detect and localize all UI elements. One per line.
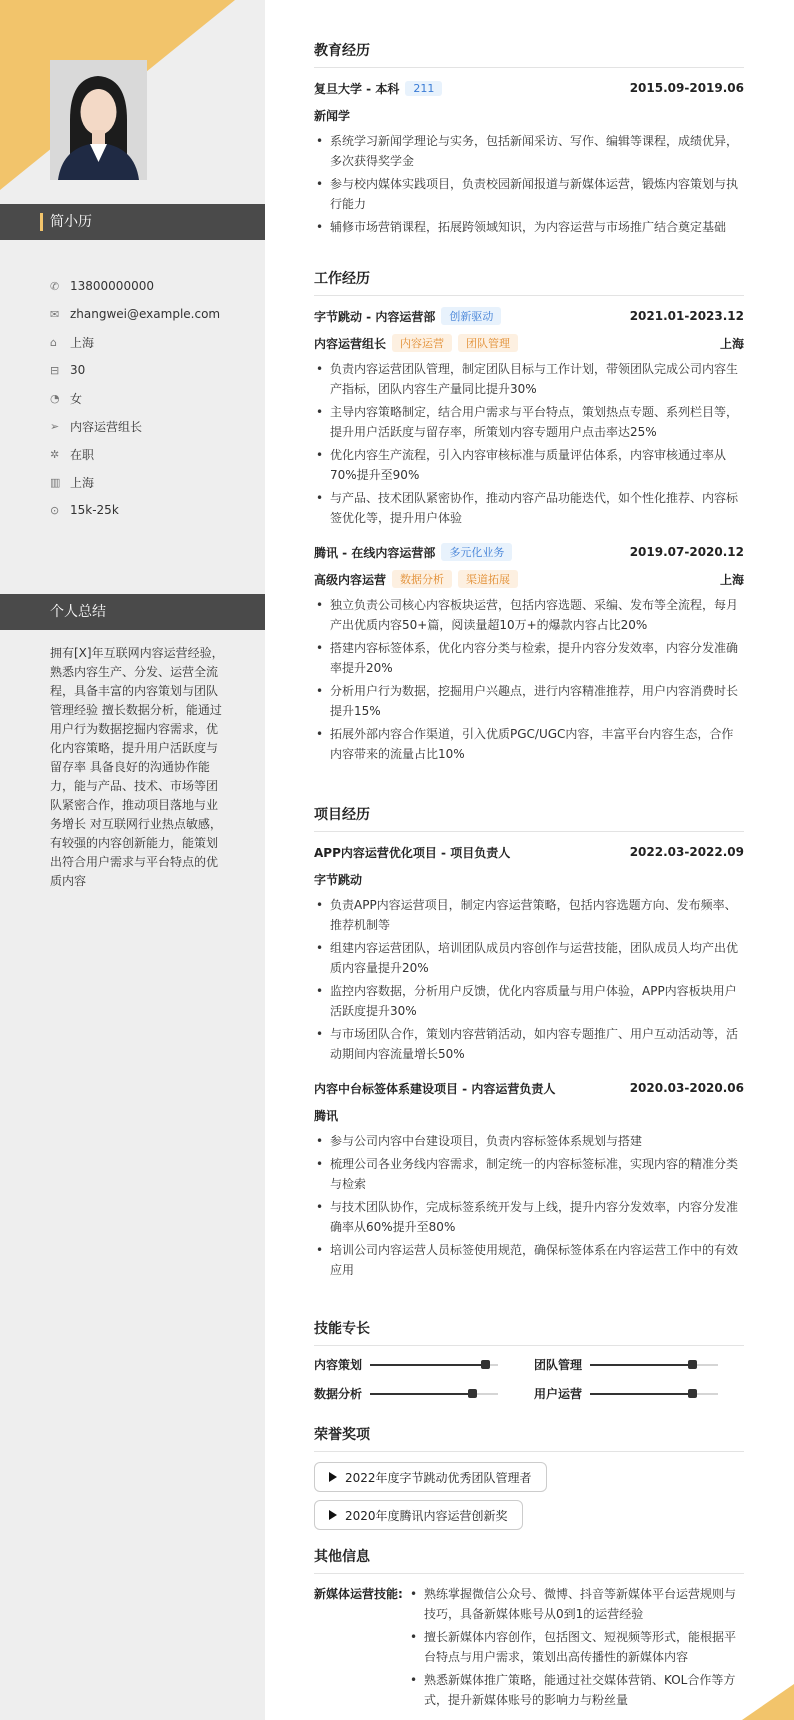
skill-bar-knob xyxy=(688,1389,697,1398)
contact-text: 13800000000 xyxy=(70,279,154,293)
skill-item xyxy=(314,1356,534,1373)
list-item: • 与技术团队协作，完成标签系统开发与上线，提升内容分发效率，内容分发准确率从60%提升至80% xyxy=(314,1197,744,1237)
education-period: 2015.09-2019.06 xyxy=(629,81,744,95)
other-section xyxy=(314,1546,744,1713)
major: 新闻学 xyxy=(314,108,351,123)
section-title: 荣誉奖项 xyxy=(314,1424,744,1452)
contact-text: 上海 xyxy=(70,475,95,490)
project-bullets xyxy=(314,895,744,1064)
role-tag: 内容运营 xyxy=(392,334,452,352)
email-icon: ✉ xyxy=(50,307,60,321)
project-period: 2020.03-2020.06 xyxy=(629,1081,744,1095)
job-location: 上海 xyxy=(719,336,744,351)
list-item: • 系统学习新闻学理论与实务，包括新闻采访、写作、编辑等课程，成绩优异，多次获得奖学金 xyxy=(314,131,744,171)
other-row xyxy=(314,1584,744,1713)
skill-bar-fill xyxy=(590,1393,692,1395)
list-item: • 优化内容生产流程，引入内容审核标准与质量评估体系，内容审核通过率从70%提升至90% xyxy=(314,445,744,485)
list-item: • 参与公司内容中台建设项目，负责内容标签体系规划与搭建 xyxy=(314,1131,744,1151)
skill-bar-knob xyxy=(468,1389,477,1398)
company-name: 字节跳动 - 内容运营部 xyxy=(314,309,436,324)
education-sub xyxy=(314,105,744,125)
other-bullets xyxy=(408,1584,744,1713)
skill-item xyxy=(314,1385,534,1402)
role-tag: 团队管理 xyxy=(458,334,518,352)
education-bullets xyxy=(314,131,744,237)
skill-item xyxy=(534,1385,744,1402)
skill-name: 团队管理 xyxy=(534,1358,583,1372)
skill-bar xyxy=(590,1364,718,1366)
list-item: • 熟悉新媒体推广策略，能通过社交媒体营销、KOL合作等方式，提升新媒体账号的影响力与粉丝量 xyxy=(408,1670,744,1710)
project-list xyxy=(314,842,744,1280)
project-entry xyxy=(314,842,744,1064)
award-text: 2020年度腾讯内容运营创新奖 xyxy=(345,1508,508,1523)
contact-text: 15k-25k xyxy=(70,503,119,517)
award-text: 2022年度字节跳动优秀团队管理者 xyxy=(345,1470,532,1485)
job-period: 2021.01-2023.12 xyxy=(629,309,744,323)
contact-item xyxy=(50,496,260,524)
job-list xyxy=(314,306,744,764)
contact-item xyxy=(50,384,260,412)
skill-bar xyxy=(370,1364,498,1366)
school-name: 复旦大学 - 本科 xyxy=(314,81,400,96)
resume-title: 简小历 xyxy=(0,204,265,240)
school-tag: 211 xyxy=(405,81,442,96)
job-entry xyxy=(314,306,744,528)
job-header xyxy=(314,306,744,326)
projects-section xyxy=(314,804,744,1283)
project-sub xyxy=(314,1105,744,1125)
project-name: APP内容运营优化项目 - 项目负责人 xyxy=(314,845,511,860)
section-title: 其他信息 xyxy=(314,1546,744,1574)
play-icon xyxy=(329,1510,337,1520)
list-item: • 分析用户行为数据，挖掘用户兴趣点，进行内容精准推荐，用户内容消费时长提升15% xyxy=(314,681,744,721)
age-icon: ⊟ xyxy=(50,363,60,377)
project-period: 2022.03-2022.09 xyxy=(629,845,744,859)
list-item: • 拓展外部内容合作渠道，引入优质PGC/UGC内容，丰富平台内容生态，合作内容带来的流量占比10% xyxy=(314,724,744,764)
company-name: 腾讯 - 在线内容运营部 xyxy=(314,545,436,560)
contact-list xyxy=(50,272,260,524)
skill-name: 用户运营 xyxy=(534,1387,583,1401)
contact-text: zhangwei@example.com xyxy=(70,307,221,321)
play-icon xyxy=(329,1472,337,1482)
list-item: • 负责APP内容运营项目，制定内容运营策略，包括内容选题方向、发布频率、推荐机制等 xyxy=(314,895,744,935)
gender-icon: ◔ xyxy=(50,391,60,405)
role-tag: 数据分析 xyxy=(392,570,452,588)
status-icon: ✲ xyxy=(50,447,60,461)
job-location: 上海 xyxy=(719,572,744,587)
contact-text: 在职 xyxy=(70,447,95,462)
skill-bar xyxy=(370,1393,498,1395)
award-item[interactable] xyxy=(314,1462,547,1492)
job-entry xyxy=(314,542,744,764)
project-org: 腾讯 xyxy=(314,1108,339,1123)
project-entry xyxy=(314,1078,744,1280)
education-header xyxy=(314,78,744,98)
awards-section xyxy=(314,1424,744,1538)
sidebar xyxy=(0,0,265,1720)
skill-bar-fill xyxy=(590,1364,692,1366)
list-item: • 梳理公司各业务线内容需求，制定统一的内容标签标准，实现内容的精准分类与检索 xyxy=(314,1154,744,1194)
award-item[interactable] xyxy=(314,1500,523,1530)
role-tag: 渠道拓展 xyxy=(458,570,518,588)
phone-icon: ✆ xyxy=(50,279,60,293)
other-label: 新媒体运营技能: xyxy=(314,1587,403,1601)
list-item: • 与产品、技术团队紧密协作，推动内容产品功能迭代，如个性化推荐、内容标签优化等，提升用户体验 xyxy=(314,488,744,528)
contact-text: 上海 xyxy=(70,335,95,350)
send-icon: ➢ xyxy=(50,419,60,433)
project-bullets xyxy=(314,1131,744,1280)
project-sub xyxy=(314,869,744,889)
section-title: 工作经历 xyxy=(314,268,744,296)
list-item: • 辅修市场营销课程，拓展跨领域知识，为内容运营与市场推广结合奠定基础 xyxy=(314,217,744,237)
contact-item xyxy=(50,440,260,468)
job-sub xyxy=(314,333,744,353)
list-item: • 监控内容数据，分析用户反馈，优化内容质量与用户体验，APP内容板块用户活跃度提升30% xyxy=(314,981,744,1021)
contact-item xyxy=(50,356,260,384)
skill-name: 内容策划 xyxy=(314,1358,363,1372)
summary-title: 个人总结 xyxy=(0,594,265,630)
home-icon: ⌂ xyxy=(50,335,57,349)
education-section xyxy=(314,40,744,240)
list-item: • 培训公司内容运营人员标签使用规范，确保标签体系在内容运营工作中的有效应用 xyxy=(314,1240,744,1280)
contact-item xyxy=(50,412,260,440)
job-bullets xyxy=(314,359,744,528)
project-header xyxy=(314,1078,744,1098)
list-item: • 独立负责公司核心内容板块运营，包括内容选题、采编、发布等全流程，每月产出优质内容50+篇，阅读量超10万+的爆款内容占比20% xyxy=(314,595,744,635)
skill-bar-fill xyxy=(370,1364,485,1366)
list-item: • 与市场团队合作，策划内容营销活动，如内容专题推广、用户互动活动等，活动期间内容流量增长50% xyxy=(314,1024,744,1064)
contact-item xyxy=(50,468,260,496)
contact-text: 女 xyxy=(70,391,83,406)
job-role: 内容运营组长 xyxy=(314,336,387,351)
skill-name: 数据分析 xyxy=(314,1387,363,1401)
job-sub xyxy=(314,569,744,589)
skill-bar-knob xyxy=(481,1360,490,1369)
section-title: 项目经历 xyxy=(314,804,744,832)
project-org: 字节跳动 xyxy=(314,872,363,887)
salary-icon: ⊙ xyxy=(50,503,60,517)
company-tag: 多元化业务 xyxy=(441,543,512,561)
section-title: 技能专长 xyxy=(314,1318,744,1346)
award-list xyxy=(314,1462,744,1538)
skill-list xyxy=(314,1356,744,1402)
contact-item xyxy=(50,300,260,328)
work-section xyxy=(314,268,744,767)
project-header xyxy=(314,842,744,862)
job-role: 高级内容运营 xyxy=(314,572,387,587)
list-item: • 负责内容运营团队管理，制定团队目标与工作计划，带领团队完成公司内容生产指标，团队内容生产量同比提升30% xyxy=(314,359,744,399)
job-period: 2019.07-2020.12 xyxy=(629,545,744,559)
building-icon: ▥ xyxy=(50,475,61,489)
job-header xyxy=(314,542,744,562)
section-title: 教育经历 xyxy=(314,40,744,68)
job-bullets xyxy=(314,595,744,764)
contact-text: 30 xyxy=(70,363,86,377)
project-name: 内容中台标签体系建设项目 - 内容运营负责人 xyxy=(314,1081,556,1096)
skills-section xyxy=(314,1318,744,1402)
skill-bar xyxy=(590,1393,718,1395)
contact-item xyxy=(50,328,260,356)
contact-text: 内容运营组长 xyxy=(70,419,143,434)
list-item: • 搭建内容标签体系，优化内容分类与检索，提升内容分发效率，内容分发准确率提升20% xyxy=(314,638,744,678)
company-tag: 创新驱动 xyxy=(441,307,501,325)
corner-decoration-bottom xyxy=(742,1684,794,1720)
list-item: • 主导内容策略制定，结合用户需求与平台特点，策划热点专题、系列栏目等，提升用户活跃度与留存率，所策划内容专题用户点击率达25% xyxy=(314,402,744,442)
summary-text: 拥有[X]年互联网内容运营经验，熟悉内容生产、分发、运营全流程，具备丰富的内容策划与团队管理经验 擅长数据分析，能通过用户行为数据挖掘内容需求，优化内容策略，提升用户活跃度与留存率 具备良好的沟通协作能力，能与产品、技术、市场等团队紧密合作，推动项目落地与业务增长 对互联网行业热点敏感，有较强的内容创新能力，能策划出符合用户需求与平台特点的优质内容 xyxy=(50,646,224,888)
list-item: • 组建内容运营团队，培训团队成员内容创作与运营技能，团队成员人均产出优质内容量提升20% xyxy=(314,938,744,978)
skill-item xyxy=(534,1356,744,1373)
skill-bar-knob xyxy=(688,1360,697,1369)
list-item: • 参与校内媒体实践项目，负责校园新闻报道与新媒体运营，锻炼内容策划与执行能力 xyxy=(314,174,744,214)
list-item: • 擅长新媒体内容创作，包括图文、短视频等形式，能根据平台特点与用户需求，策划出高传播性的新媒体内容 xyxy=(408,1627,744,1667)
list-item: • 熟练掌握微信公众号、微博、抖音等新媒体平台运营规则与技巧，具备新媒体账号从0到1的运营经验 xyxy=(408,1584,744,1624)
skill-bar-fill xyxy=(370,1393,472,1395)
avatar xyxy=(50,60,147,180)
contact-item xyxy=(50,272,260,300)
